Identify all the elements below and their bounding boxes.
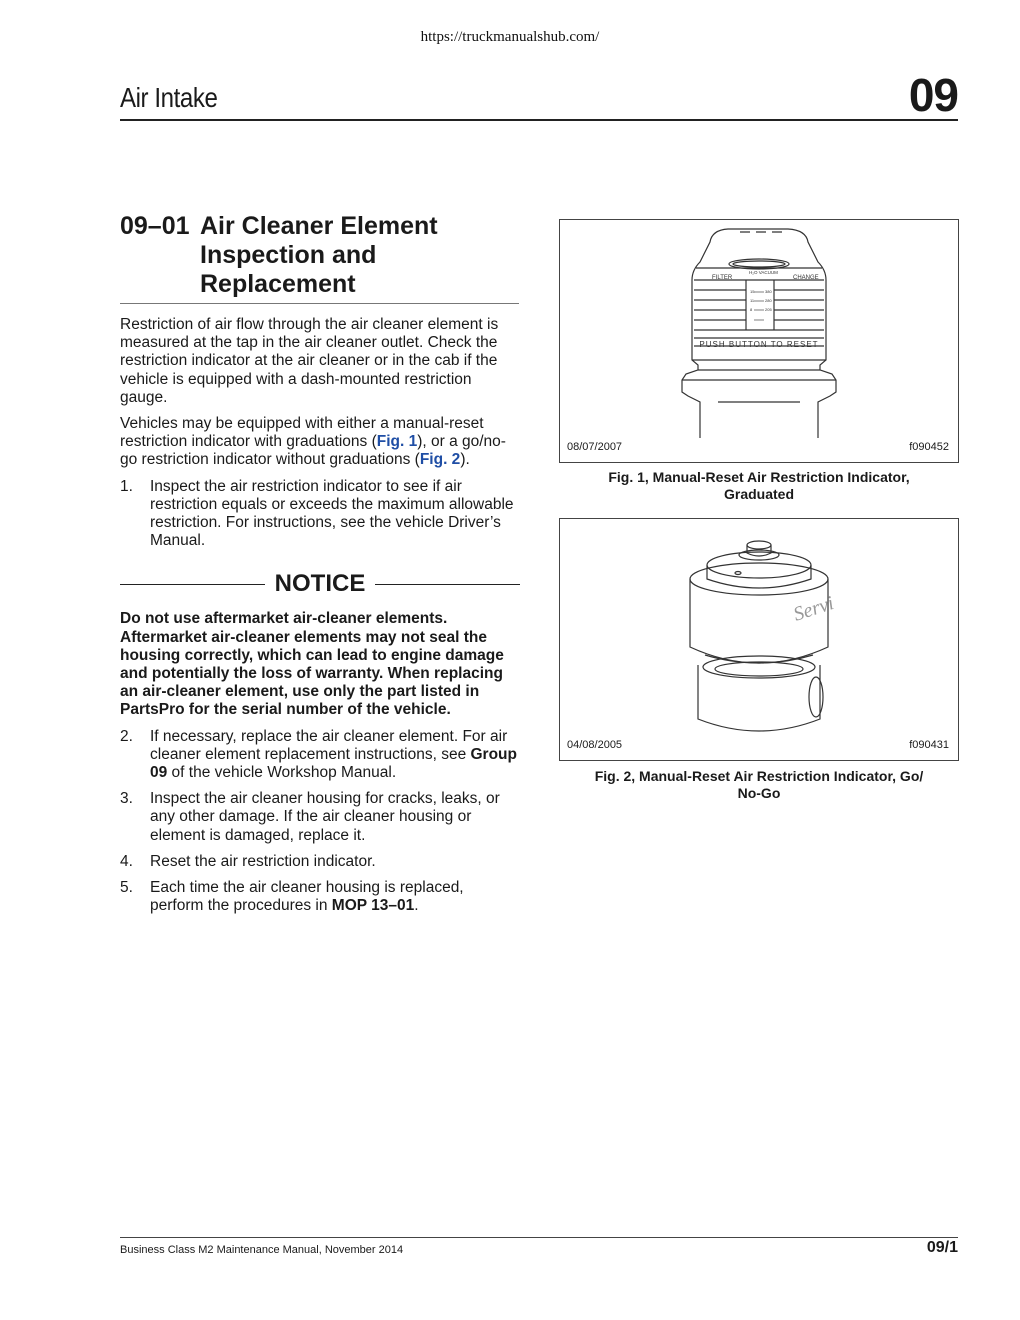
notice-banner xyxy=(120,570,520,598)
brand-label: Servi xyxy=(790,592,837,626)
heading-line: Air Cleaner Element xyxy=(200,212,438,240)
group-reference: Group 09 xyxy=(150,745,517,782)
header-divider xyxy=(120,119,958,121)
step-text xyxy=(150,879,520,915)
figure-id: f090452 xyxy=(909,441,949,453)
figure-1-caption xyxy=(559,469,959,503)
vacuum-label: H₂O VACUUM xyxy=(749,270,778,275)
source-url[interactable]: https://truckmanualshub.com/ xyxy=(420,29,600,45)
notice-label: NOTICE xyxy=(274,570,366,598)
step-item xyxy=(120,790,520,845)
scale-mark: 8 xyxy=(750,307,753,312)
page-section-number: 09 xyxy=(908,69,958,121)
figure-id: f090431 xyxy=(909,739,949,751)
equipment-paragraph xyxy=(120,415,520,470)
mop-reference: MOP 13–01 xyxy=(331,897,415,915)
figure-2 xyxy=(559,518,959,761)
step-text: Inspect the air restriction indicator to see if air restriction equals or exceeds the maximum allowable restriction. For instructions, see the vehicle Driver’s Manual. xyxy=(150,477,514,550)
graduated-indicator-illustration xyxy=(560,220,958,462)
step-text-part: If necessary, replace the air cleaner element. For air cleaner element replacement instructions, see xyxy=(150,727,508,763)
step-text: Inspect the air cleaner housing for cracks, leaks, or any other damage. If the air cleaner housing or element is damaged, replace it. xyxy=(150,790,500,844)
step-text-part: . xyxy=(414,897,419,915)
notice-rule-left xyxy=(120,584,265,585)
push-button-label: PUSH BUTTON TO RESET xyxy=(699,340,819,349)
step-text-part: of the vehicle Workshop Manual. xyxy=(167,764,397,782)
page-section-title: Air Intake xyxy=(120,82,218,113)
go-no-go-indicator-illustration xyxy=(560,519,958,760)
step-number: 4. xyxy=(120,852,133,870)
step-text-part: Each time the air cleaner housing is replaced, perform the procedures in xyxy=(150,879,464,915)
step-text xyxy=(150,728,520,783)
caption-line: No-Go xyxy=(737,785,781,801)
main-column xyxy=(120,212,520,923)
change-label: CHANGE xyxy=(793,275,819,281)
paragraph-text: ), or a go/no-go restriction indicator without graduations ( xyxy=(120,433,506,469)
footer-divider xyxy=(120,1237,958,1238)
heading-line: Replacement xyxy=(200,270,356,298)
footer-manual-title: Business Class M2 Maintenance Manual, November 2014 xyxy=(120,1244,404,1256)
section-heading-number: 09–01 xyxy=(120,212,190,240)
section-heading-title xyxy=(200,212,520,299)
footer-page-number: 09/1 xyxy=(926,1239,958,1256)
caption-line: Fig. 1, Manual-Reset Air Restriction Indicator, xyxy=(608,469,910,485)
paragraph-text: Vehicles may be equipped with either a manual-reset restriction indicator with graduations ( xyxy=(120,415,484,451)
scale-mark: 205 xyxy=(765,307,772,312)
fig1-link[interactable]: Fig. 1 xyxy=(376,433,418,451)
caption-line: Fig. 2, Manual-Reset Air Restriction Indicator, Go/ xyxy=(594,768,924,784)
scale-mark: 11 xyxy=(750,298,755,303)
intro-paragraph: Restriction of air flow through the air cleaner element is measured at the tap in the air cleaner outlet. Check the restriction indicator at the air cleaner or in the cab if the vehicle is equipped with a dash-mounted restriction gauge. xyxy=(120,316,499,406)
scale-mark: 380 xyxy=(765,289,772,294)
step-item xyxy=(120,853,520,871)
caption-line: Graduated xyxy=(723,486,794,502)
step-item xyxy=(120,478,520,551)
step-number: 2. xyxy=(120,727,133,745)
notice-text: Do not use aftermarket air-cleaner elements. Aftermarket air-cleaner elements may not seal the housing correctly, which can lead to engine damage and potentially the loss of warranty. When replacing an air-cleaner element, use only the part listed in PartsPro for the serial number of the vehicle. xyxy=(120,610,504,719)
scale-mark: 15 xyxy=(750,289,755,294)
figure-2-caption xyxy=(559,768,959,802)
fig2-link[interactable]: Fig. 2 xyxy=(419,451,461,469)
step-item xyxy=(120,728,520,783)
step-item xyxy=(120,879,520,915)
step-number: 5. xyxy=(120,879,133,897)
paragraph-text: ). xyxy=(460,451,470,469)
step-number: 3. xyxy=(120,790,133,808)
filter-label: FILTER xyxy=(712,275,733,281)
scale-mark: 280 xyxy=(765,298,772,303)
step-number: 1. xyxy=(120,477,133,495)
figure-date: 08/07/2007 xyxy=(567,441,623,453)
heading-line: Inspection and xyxy=(200,241,377,269)
figure-date: 04/08/2005 xyxy=(567,739,623,751)
section-heading xyxy=(120,212,520,299)
heading-divider xyxy=(120,303,519,304)
step-text: Reset the air restriction indicator. xyxy=(150,852,376,870)
figure-1 xyxy=(559,219,959,463)
notice-rule-right xyxy=(375,584,520,585)
